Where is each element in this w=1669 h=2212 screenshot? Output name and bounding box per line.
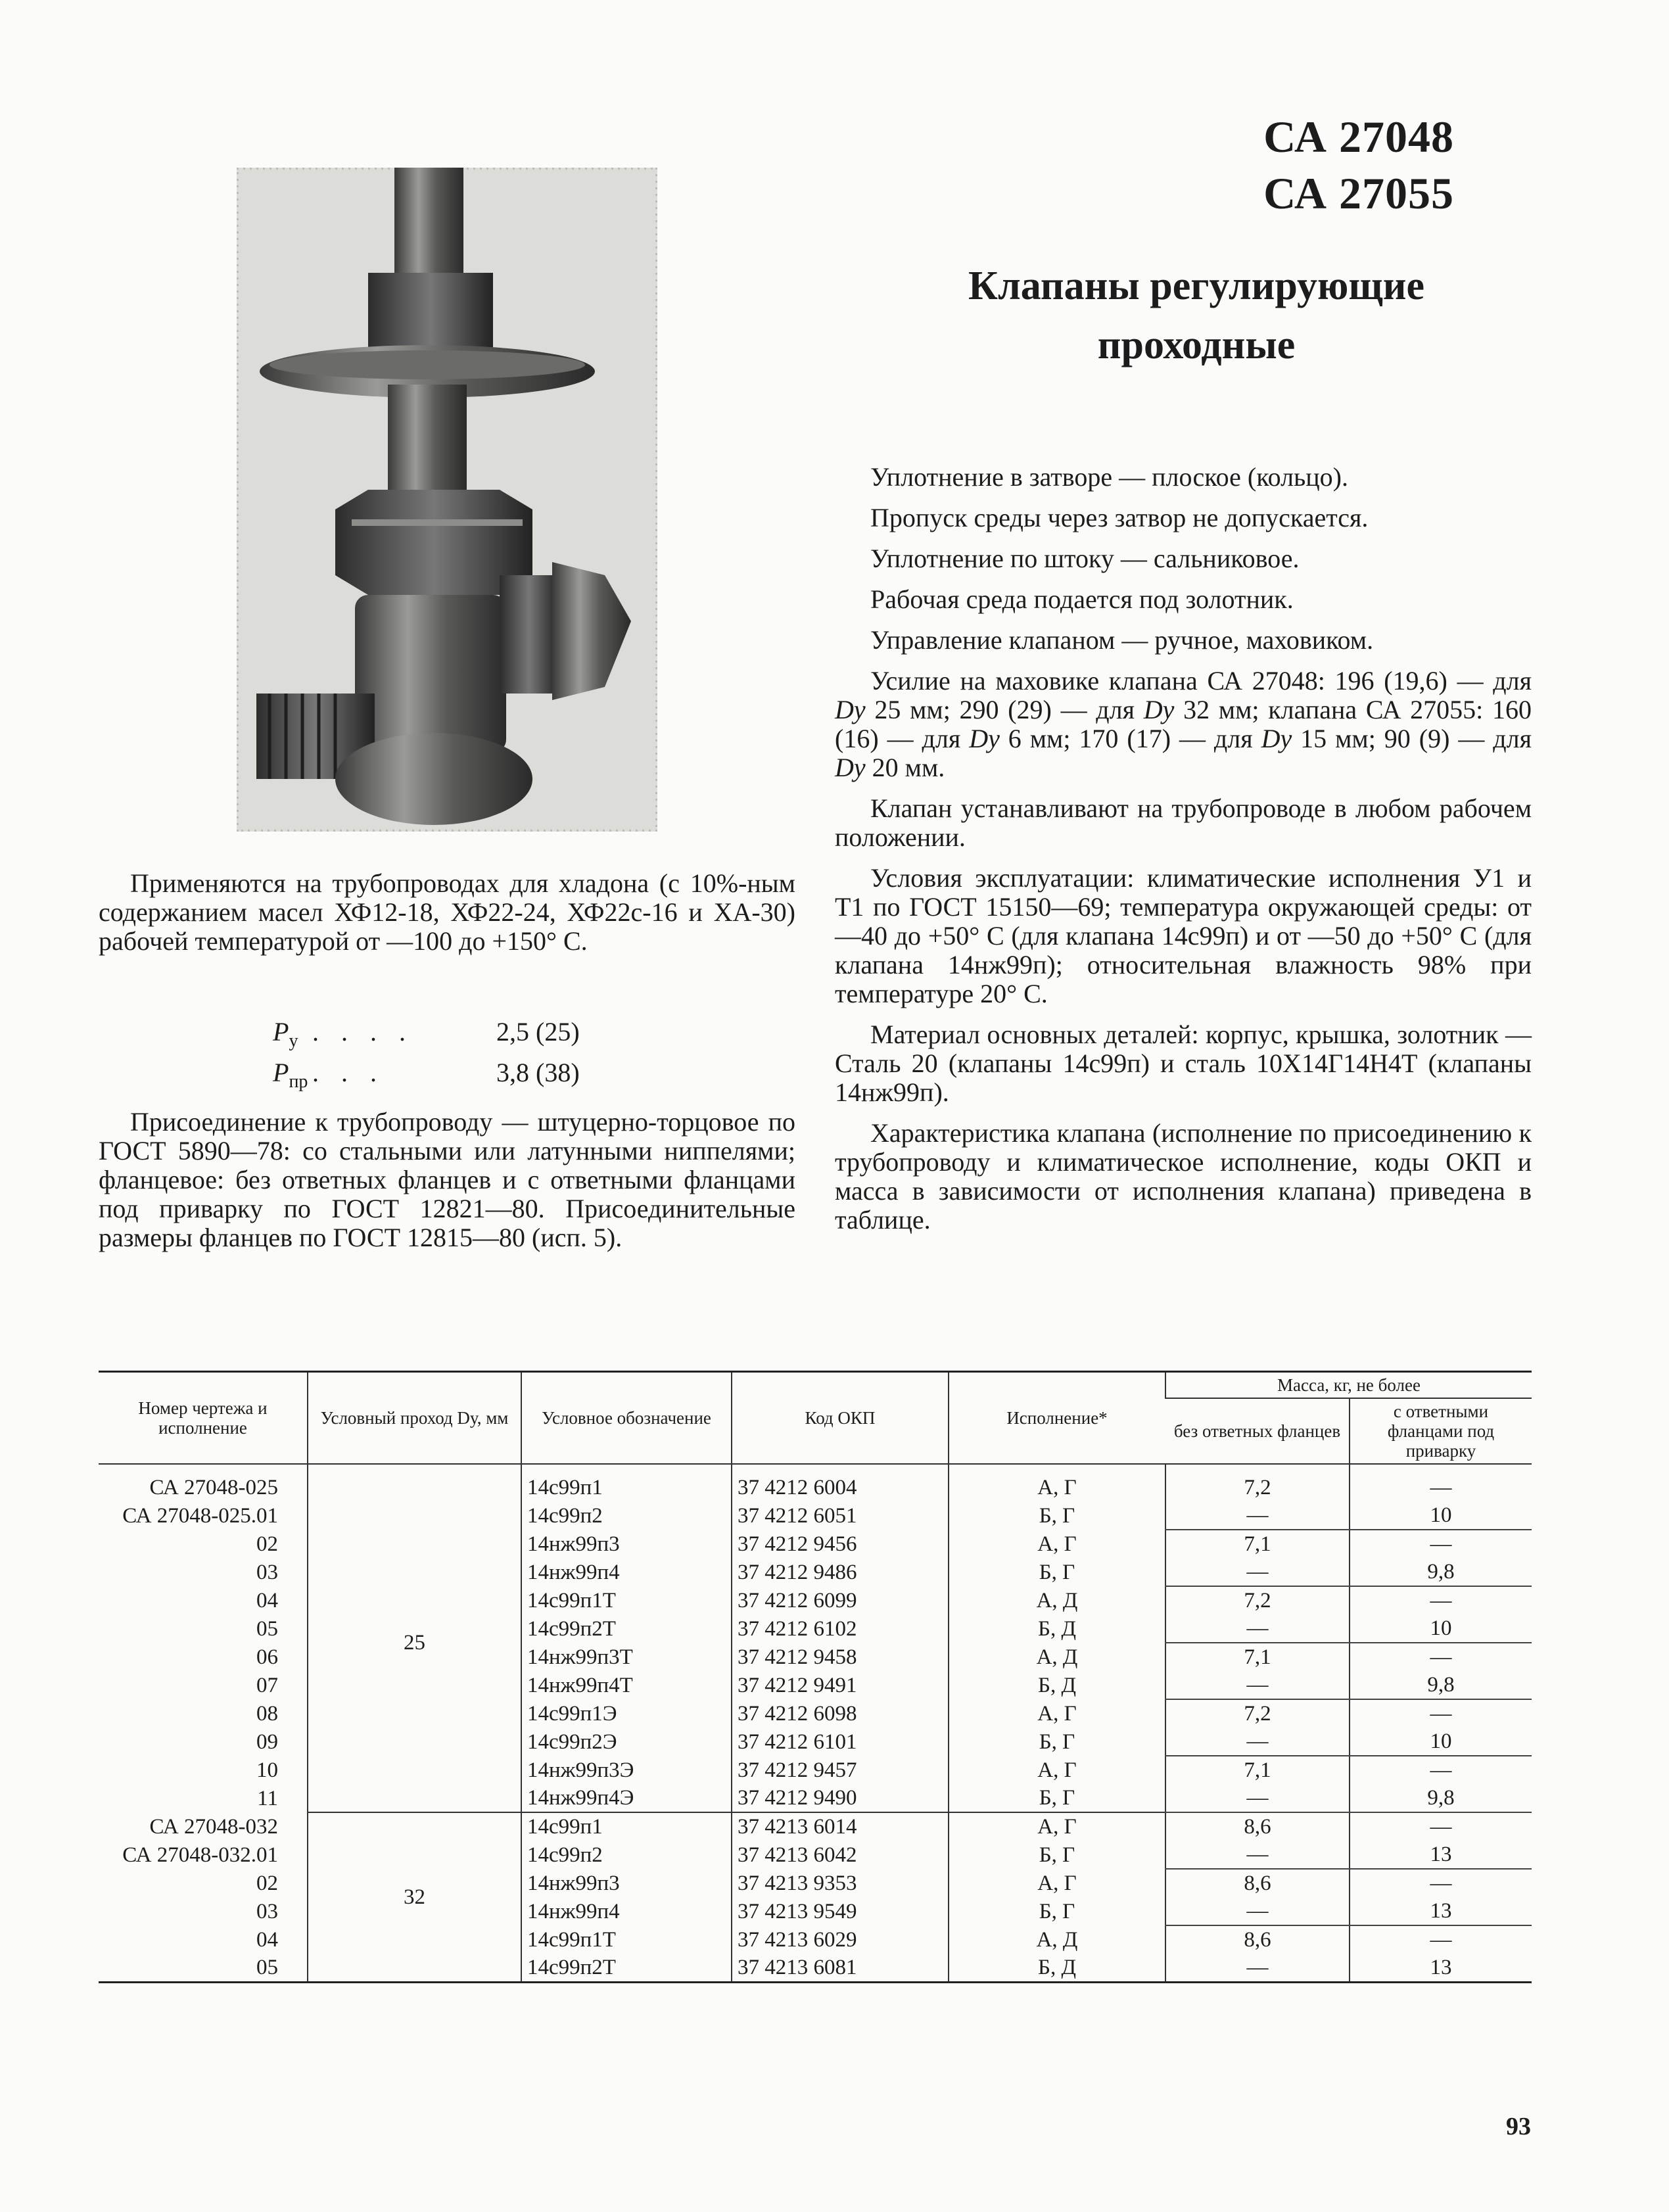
cell-mass-with-flanges: — [1350, 1925, 1532, 1954]
cell-drawing-number: 08 [256, 1701, 278, 1726]
cell-mass-with-flanges: — [1350, 1756, 1532, 1784]
header-designation: Условное обозначение [521, 1372, 732, 1465]
pressure-row-py [273, 1016, 580, 1057]
cell-version: А, Д [949, 1925, 1165, 1954]
cell-designation: 14нж99п4Э [521, 1784, 732, 1812]
cell-okp-code: 37 4212 6102 [732, 1614, 949, 1643]
cell-version: А, Г [949, 1699, 1165, 1728]
cell-mass-without-flanges: 8,6 [1165, 1812, 1350, 1841]
cell-mass-without-flanges: 7,2 [1165, 1699, 1350, 1728]
cell-designation: 14нж99п3Т [521, 1643, 732, 1671]
cell-mass-with-flanges: 10 [1350, 1501, 1532, 1530]
application-text: Применяются на трубопроводах для хладона (с 10%-ным содержанием масел ХФ12-18, ХФ22-24, ХФ22с-16 и ХА-30) рабочей температурой от —100 до +150° С. [99, 868, 795, 956]
cell-designation: 14нж99п4Т [521, 1671, 732, 1699]
cell-version: А, Д [949, 1586, 1165, 1614]
cell-okp-code: 37 4213 9353 [732, 1869, 949, 1897]
stem-seal-text: Уплотнение по штоку — сальниковое. [870, 544, 1300, 573]
connection-text: Присоединение к трубопроводу — штуцерно-торцовое по ГОСТ 5890—78: со стальными или латунными ниппелями; фланцевое: без ответных фланцев и с ответными фланцами под приварку по ГОСТ 12821—80. Присоединительные размеры фланцев по ГОСТ 12815—80 (исп. 5). [99, 1107, 795, 1252]
seal-gate-text: Уплотнение в затворе — плоское (кольцо). [870, 462, 1348, 492]
cell-drawing-number: 07 [256, 1673, 278, 1697]
cell-version: Б, Г [949, 1558, 1165, 1586]
cell-designation: 14с99п2 [521, 1501, 732, 1530]
cell-version: А, Г [949, 1530, 1165, 1558]
table-body [99, 1464, 1532, 1983]
cell-drawing-number: 06 [256, 1645, 278, 1669]
connection-paragraph [99, 1108, 795, 1252]
cell-drawing-number: 03 [256, 1560, 278, 1584]
cell-designation: 14нж99п3 [521, 1530, 732, 1558]
pressure-symbol: $P_у$ [273, 1017, 298, 1051]
header-mass-with-flanges: с ответными фланцами под приварку [1350, 1398, 1532, 1464]
operating-conditions-text: Условия эксплуатации: климатические исполнения У1 и Т1 по ГОСТ 15150—69; температура окружающей среды: от —40 до +50° С (для клапана 14с99п) и от —50 до +50° С (для клапана 14нж99п); относительная влажность 98% при температуре 20° С. [835, 863, 1532, 1008]
cell-mass-with-flanges: — [1350, 1586, 1532, 1614]
title-line-1: Клапаны регулирующие [968, 264, 1425, 308]
cell-okp-code: 37 4213 6014 [732, 1812, 949, 1841]
cell-mass-without-flanges: — [1165, 1558, 1350, 1586]
cell-designation: 14нж99п3 [521, 1869, 732, 1897]
cell-mass-without-flanges: 7,1 [1165, 1756, 1350, 1784]
cell-mass-with-flanges: — [1350, 1699, 1532, 1728]
cell-okp-code: 37 4212 6098 [732, 1699, 949, 1728]
cell-drawing-number: 11 [257, 1786, 278, 1810]
cell-designation: 14нж99п4 [521, 1558, 732, 1586]
cell-okp-code: 37 4213 6081 [732, 1954, 949, 1983]
cell-mass-with-flanges: — [1350, 1643, 1532, 1671]
cell-okp-code: 37 4212 9456 [732, 1530, 949, 1558]
cell-mass-with-flanges: 10 [1350, 1728, 1532, 1756]
cell-mass-with-flanges: 9,8 [1350, 1671, 1532, 1699]
cell-okp-code: 37 4213 9549 [732, 1897, 949, 1925]
cell-version: Б, Г [949, 1841, 1165, 1869]
cell-mass-without-flanges: — [1165, 1954, 1350, 1983]
cell-drawing-number: 09 [256, 1730, 278, 1754]
pressure-list [273, 1016, 580, 1098]
specification-table [99, 1371, 1532, 1983]
cell-drawing-number: СА 27048-025 [149, 1476, 278, 1499]
cell-mass-without-flanges: — [1165, 1841, 1350, 1869]
header-drawing-number: Номер чертежа и исполнение [99, 1372, 308, 1465]
cell-okp-code: 37 4213 6029 [732, 1925, 949, 1954]
cell-drawing-number: 02 [256, 1532, 278, 1556]
cell-designation: 14с99п2 [521, 1841, 732, 1869]
cell-designation: 14с99п1Т [521, 1925, 732, 1954]
cell-version: А, Г [949, 1869, 1165, 1897]
cell-designation: 14с99п2Т [521, 1614, 732, 1643]
control-text: Управление клапаном — ручное, маховиком. [870, 625, 1374, 655]
cell-okp-code: 37 4212 9458 [732, 1643, 949, 1671]
cell-okp-code: 37 4212 6051 [732, 1501, 949, 1530]
cell-mass-without-flanges: 8,6 [1165, 1869, 1350, 1897]
cell-mass-without-flanges: — [1165, 1728, 1350, 1756]
materials-text: Материал основных деталей: корпус, крышка, золотник — Сталь 20 (клапаны 14с99п) и сталь 10Х14Г14Н4Т (клапаны 14нж99п). [835, 1020, 1532, 1107]
cell-mass-with-flanges: — [1350, 1812, 1532, 1841]
header-okp-code: Код ОКП [732, 1372, 949, 1465]
cell-designation: 14нж99п3Э [521, 1756, 732, 1784]
leader-dots: . . . [312, 1058, 385, 1087]
cell-designation: 14с99п1Э [521, 1699, 732, 1728]
cell-version: А, Г [949, 1464, 1165, 1501]
cell-mass-without-flanges: — [1165, 1784, 1350, 1812]
cell-okp-code: 37 4212 6004 [732, 1464, 949, 1501]
installation-text: Клапан устанавливают на трубопроводе в любом рабочем положении. [835, 793, 1532, 852]
cell-okp-code: 37 4212 9486 [732, 1558, 949, 1586]
header-mass: Масса, кг, не более [1165, 1372, 1532, 1399]
pressure-value: 3,8 (38) [496, 1058, 580, 1087]
cell-designation: 14нж99п4 [521, 1897, 732, 1925]
cell-okp-code: 37 4212 9490 [732, 1784, 949, 1812]
cell-nominal-bore: 32 [308, 1812, 521, 1983]
cell-mass-with-flanges: 13 [1350, 1897, 1532, 1925]
page-number: 93 [1506, 2113, 1531, 2140]
cell-mass-with-flanges: 9,8 [1350, 1784, 1532, 1812]
page-title [868, 256, 1525, 375]
cell-drawing-number: СА 27048-032.01 [122, 1843, 278, 1867]
pressure-row-ppr [273, 1057, 580, 1098]
cell-drawing-number: 04 [256, 1927, 278, 1952]
handwheel-force-text: Усилие на маховике клапана СА 27048: 196 (19,6) — для Dу 25 мм; 290 (29) — для Dу 32 мм; клапана СА 27055: 160 (16) — для Dу 6 мм; 170 (17) — для Dу 15 мм; 90 (9) — для Dу 20 мм. [835, 666, 1532, 782]
cell-designation: 14с99п1Т [521, 1586, 732, 1614]
cell-mass-with-flanges: — [1350, 1530, 1532, 1558]
code-ca-27048: СА 27048 [1263, 112, 1454, 162]
cell-designation: 14с99п1 [521, 1464, 732, 1501]
cell-drawing-number: 02 [256, 1871, 278, 1895]
cell-mass-with-flanges: — [1350, 1869, 1532, 1897]
document-codes [1263, 108, 1454, 222]
cell-version: Б, Г [949, 1728, 1165, 1756]
cell-drawing-number: СА 27048-032 [149, 1814, 278, 1839]
cell-mass-without-flanges: — [1165, 1897, 1350, 1925]
pressure-value: 2,5 (25) [496, 1017, 580, 1047]
valve-photo [237, 168, 657, 832]
cell-okp-code: 37 4212 9457 [732, 1756, 949, 1784]
cell-version: А, Г [949, 1812, 1165, 1841]
header-mass-without-flanges: без ответных фланцев [1165, 1398, 1350, 1464]
characteristics-text: Характеристика клапана (исполнение по присоединению к трубопроводу и климатическое исполнение, коды ОКП и масса в зависимости от исполнения клапана) приведена в таблице. [835, 1118, 1532, 1235]
cell-okp-code: 37 4212 9491 [732, 1671, 949, 1699]
cell-mass-without-flanges: 7,1 [1165, 1530, 1350, 1558]
cell-okp-code: 37 4212 6101 [732, 1728, 949, 1756]
cell-mass-with-flanges: 13 [1350, 1954, 1532, 1983]
cell-designation: 14с99п2Т [521, 1954, 732, 1983]
cell-version: Б, Г [949, 1897, 1165, 1925]
leakage-text: Пропуск среды через затвор не допускается. [870, 503, 1369, 532]
cell-okp-code: 37 4212 6099 [732, 1586, 949, 1614]
cell-designation: 14с99п1 [521, 1812, 732, 1841]
cell-version: Б, Г [949, 1784, 1165, 1812]
cell-mass-without-flanges: 7,2 [1165, 1464, 1350, 1501]
cell-version: Б, Д [949, 1614, 1165, 1643]
cell-drawing-number: 05 [256, 1616, 278, 1641]
cell-mass-without-flanges: 8,6 [1165, 1925, 1350, 1954]
cell-designation: 14с99п2Э [521, 1728, 732, 1756]
cell-mass-with-flanges: 13 [1350, 1841, 1532, 1869]
title-line-2: проходные [1097, 323, 1296, 367]
cell-version: Б, Д [949, 1671, 1165, 1699]
code-ca-27055: СА 27055 [1263, 168, 1454, 218]
header-nominal-bore: Условный проход Dу, мм [308, 1372, 521, 1465]
cell-drawing-number: 10 [256, 1758, 278, 1782]
cell-version: Б, Г [949, 1501, 1165, 1530]
pressure-symbol: $P_{пр}$ [273, 1058, 308, 1092]
cell-okp-code: 37 4213 6042 [732, 1841, 949, 1869]
cell-mass-with-flanges: 9,8 [1350, 1558, 1532, 1586]
cell-mass-with-flanges: — [1350, 1464, 1532, 1501]
cell-mass-without-flanges: — [1165, 1671, 1350, 1699]
cell-mass-without-flanges: 7,2 [1165, 1586, 1350, 1614]
application-paragraph [99, 869, 795, 956]
cell-version: А, Д [949, 1643, 1165, 1671]
cell-drawing-number: 03 [256, 1899, 278, 1923]
cell-drawing-number: СА 27048-025.01 [122, 1503, 278, 1528]
leader-dots: . . . . [312, 1017, 413, 1047]
cell-mass-without-flanges: 7,1 [1165, 1643, 1350, 1671]
table-row [99, 1464, 1532, 1501]
cell-drawing-number: 05 [256, 1956, 278, 1979]
cell-nominal-bore: 25 [308, 1464, 521, 1812]
table-row [99, 1812, 1532, 1841]
cell-version: А, Г [949, 1756, 1165, 1784]
cell-version: Б, Д [949, 1954, 1165, 1983]
cell-mass-without-flanges: — [1165, 1614, 1350, 1643]
header-version: Исполнение* [949, 1372, 1165, 1465]
cell-drawing-number: 04 [256, 1588, 278, 1612]
right-column-text [835, 463, 1532, 1246]
cell-mass-with-flanges: 10 [1350, 1614, 1532, 1643]
cell-mass-without-flanges: — [1165, 1501, 1350, 1530]
medium-supply-text: Рабочая среда подается под золотник. [870, 584, 1294, 614]
